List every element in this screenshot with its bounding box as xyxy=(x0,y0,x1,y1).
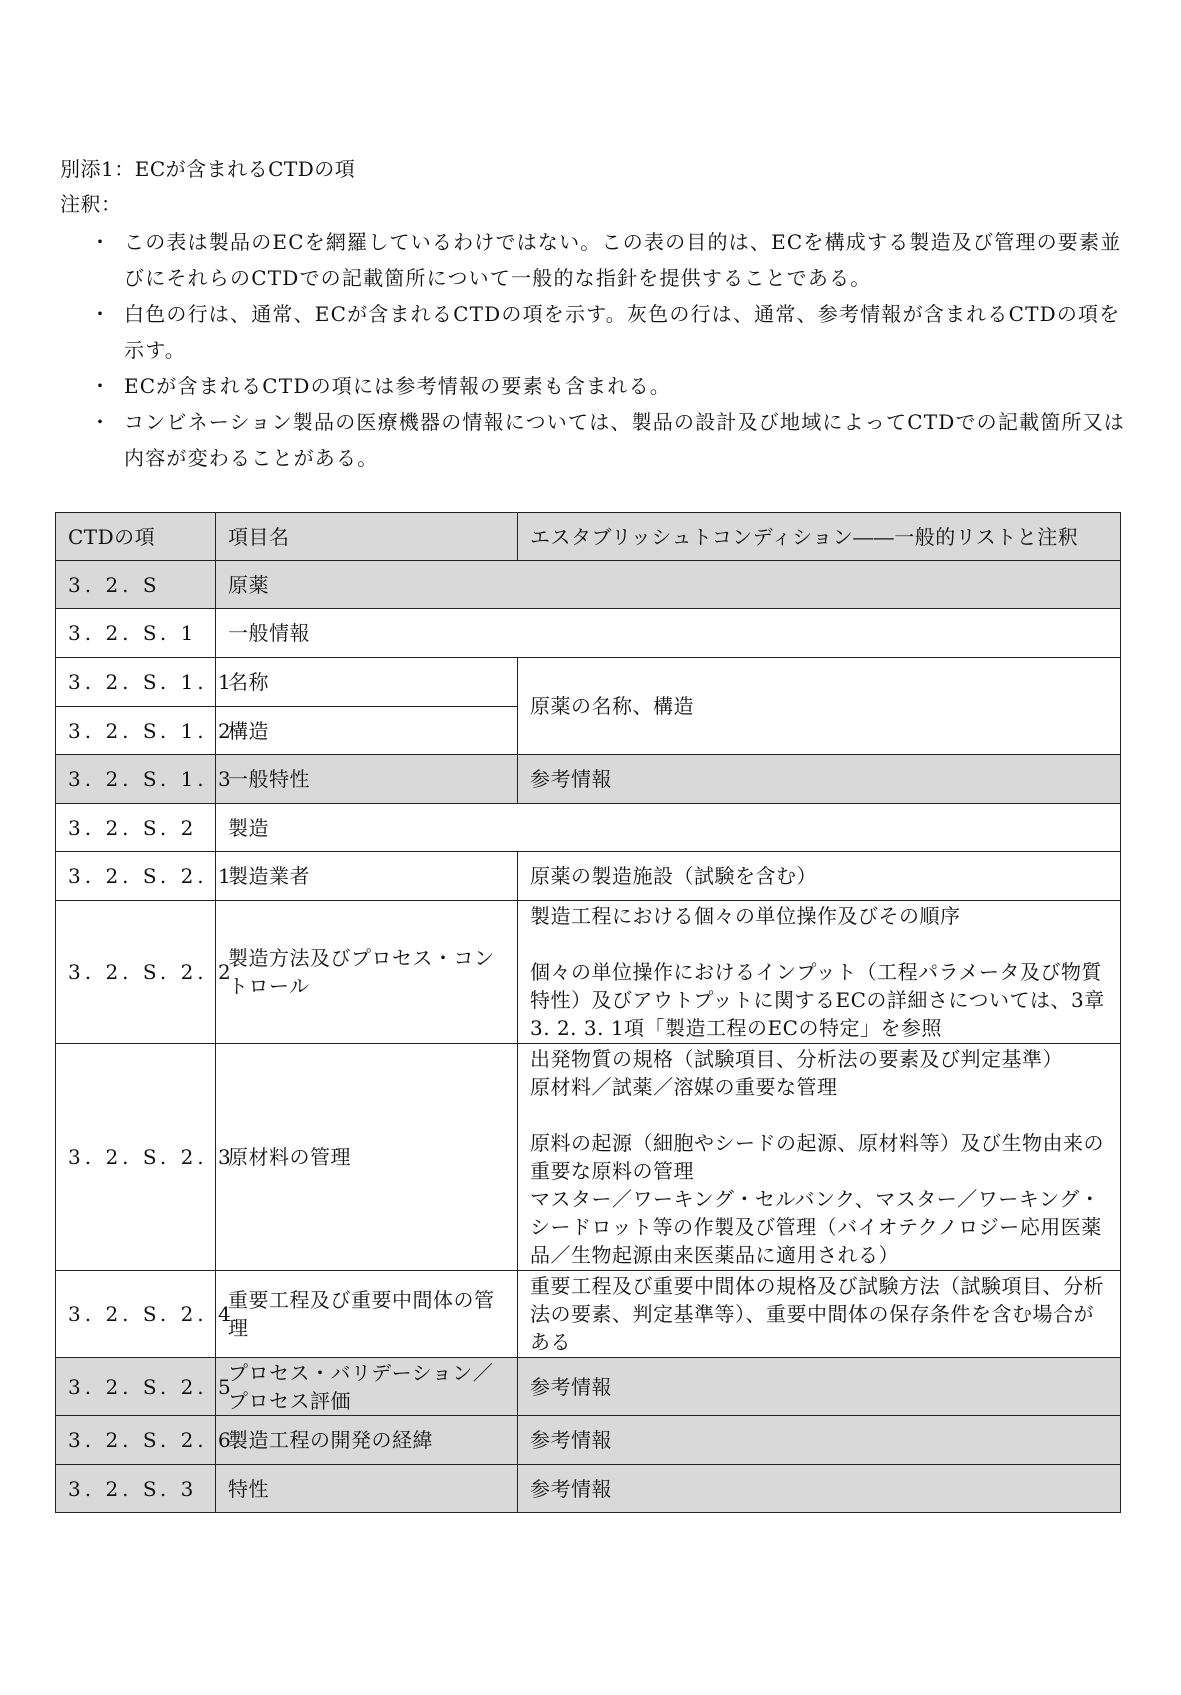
table-row: 3. 2. S. 2. 6 製造工程の開発の経緯 参考情報 xyxy=(56,1416,1121,1465)
table-row: 3. 2. S. 2. 3 原材料の管理 出発物質の規格（試験項目、分析法の要素及び判定基準） 原材料／試薬／溶媒の重要な管理 原料の起源（細胞やシードの起源、原材料等）及び生物由来の重要な原料の管理 マスター／ワーキング・セルバンク、マスター／ワーキング・シードロット等の作製及び管理（バイオテクノロジー応用医薬品／生物起源由来医薬品に適用される） xyxy=(56,1044,1121,1271)
note-item: ・ 白色の行は、通常、ECが含まれるCTDの項を示す。灰色の行は、通常、参考情報が含まれるCTDの項を示す。 xyxy=(60,296,1130,368)
header-ctd-section: CTDの項 xyxy=(56,513,216,561)
table-header-row xyxy=(56,513,1121,561)
table-row: 3. 2. S. 1. 3 一般特性 参考情報 xyxy=(56,755,1121,804)
notes-label: 注釈： xyxy=(60,192,122,216)
table-row: 3. 2. S. 2. 4 重要工程及び重要中間体の管理 重要工程及び重要中間体の規格及び試験方法（試験項目、分析法の要素、判定基準等）、重要中間体の保存条件を含む場合がある xyxy=(56,1271,1121,1358)
table-row: 3. 2. S. 2. 2 製造方法及びプロセス・コントロール 製造工程における個々の単位操作及びその順序 個々の単位操作におけるインプット（工程パラメータ及び物質特性）及びアウトプットに関するECの詳細さについては、3章3. 2. 3. 1項「製造工程のECの特定」を参照 xyxy=(56,901,1121,1044)
bullet-icon: ・ xyxy=(90,374,112,398)
table-row: 3. 2. S. 3 特性 参考情報 xyxy=(56,1465,1121,1513)
table-row: 3. 2. S. 2. 1 製造業者 原薬の製造施設（試験を含む） xyxy=(56,852,1121,901)
bullet-icon: ・ xyxy=(90,230,112,254)
table-row: 3. 2. S. 1 一般情報 xyxy=(56,609,1121,658)
header-item-name: 項目名 xyxy=(216,513,518,561)
note-item: ・ コンビネーション製品の医療機器の情報については、製品の設計及び地域によってCTDでの記載箇所又は内容が変わることがある。 xyxy=(60,404,1130,476)
note-item: ・ この表は製品のECを網羅しているわけではない。この表の目的は、ECを構成する製造及び管理の要素並びにそれらのCTDでの記載箇所について一般的な指針を提供することである。 xyxy=(60,224,1130,296)
table-row: 3. 2. S 原薬 xyxy=(56,561,1121,609)
document-title: 別添1：ECが含まれるCTDの項 xyxy=(60,157,356,181)
table-row: 3. 2. S. 2. 5 プロセス・バリデーション／プロセス評価 参考情報 xyxy=(56,1358,1121,1416)
notes-list xyxy=(60,224,1130,476)
bullet-icon: ・ xyxy=(90,302,112,326)
table-row: 3. 2. S. 1. 2 構造 xyxy=(56,707,1121,755)
table-row: 3. 2. S. 1. 1 名称 原薬の名称、構造 xyxy=(56,658,1121,707)
table-row: 3. 2. S. 2 製造 xyxy=(56,804,1121,852)
header-ec-list: エスタブリッシュトコンディション――一般的リストと注釈 xyxy=(518,513,1121,561)
note-item: ・ ECが含まれるCTDの項には参考情報の要素も含まれる。 xyxy=(60,368,1130,404)
bullet-icon: ・ xyxy=(90,410,112,434)
ctd-table xyxy=(55,512,1121,1513)
